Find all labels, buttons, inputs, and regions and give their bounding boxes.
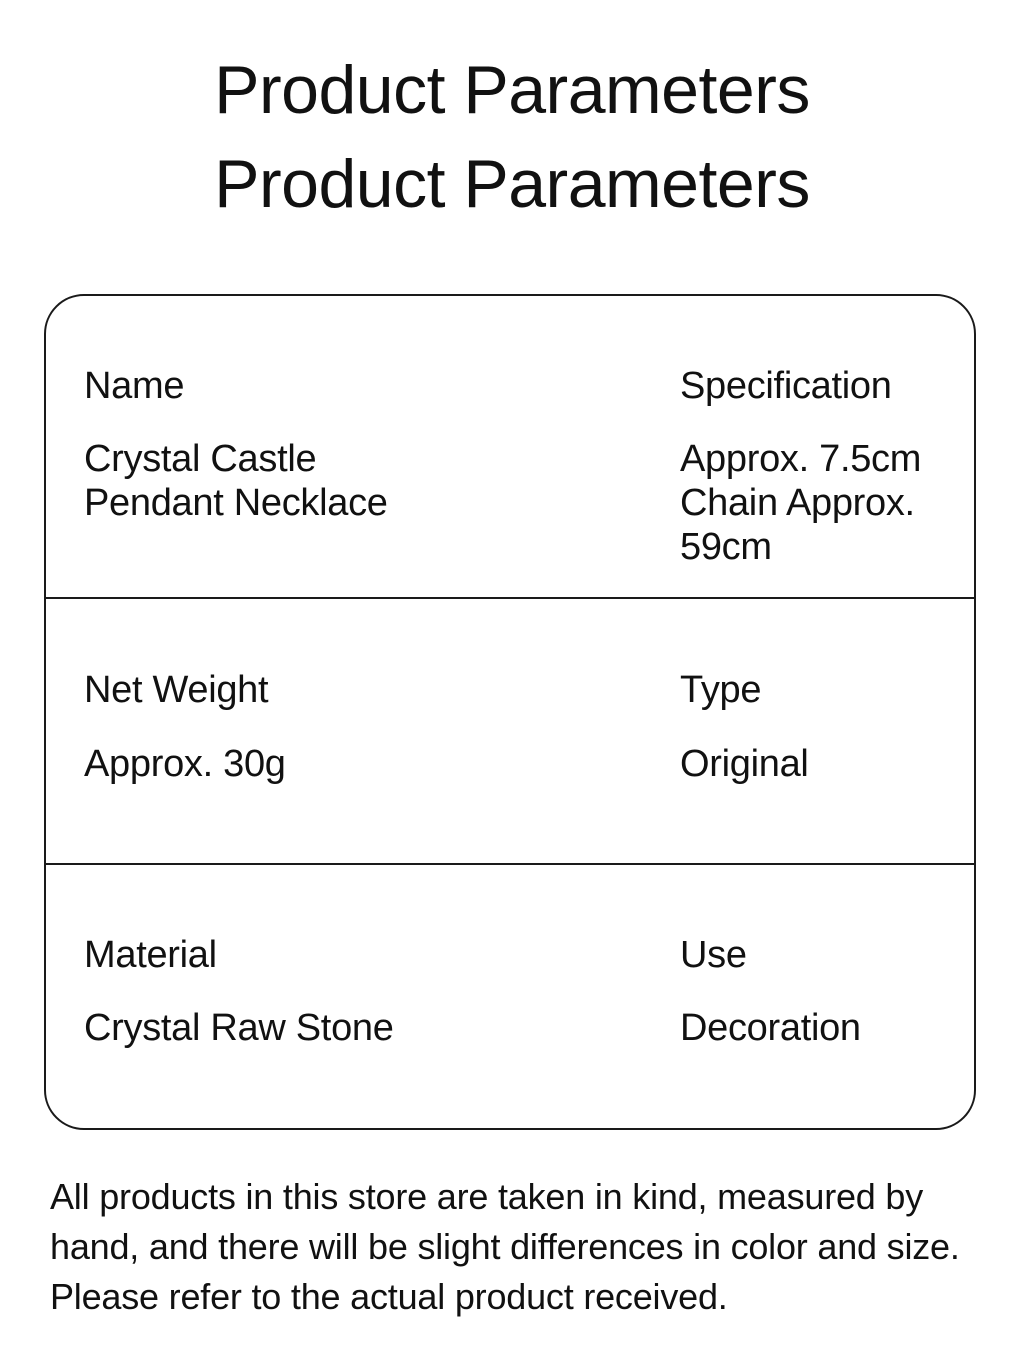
specification-value: Approx. 7.5cm Chain Approx. 59cm — [680, 438, 922, 568]
use-label: Use — [680, 934, 747, 976]
parameters-table — [44, 294, 976, 1130]
use-value: Decoration — [680, 1007, 861, 1049]
page-title: Product Parameters — [214, 52, 810, 128]
page-title-repeat: Product Parameters — [214, 146, 810, 222]
material-label: Material — [84, 934, 217, 976]
net-weight-label: Net Weight — [84, 669, 269, 711]
row-divider — [46, 597, 974, 599]
type-value: Original — [680, 743, 809, 785]
row-divider — [46, 863, 974, 865]
name-label: Name — [84, 365, 185, 407]
disclaimer-text: All products in this store are taken in kind, measured by hand, and there will be slight differences in color and size. Please refer to the actual product received. — [50, 1176, 960, 1317]
type-label: Type — [680, 669, 762, 711]
specification-label: Specification — [680, 365, 892, 407]
material-value: Crystal Raw Stone — [84, 1007, 394, 1049]
net-weight-value: Approx. 30g — [84, 743, 286, 785]
name-value: Crystal Castle Pendant Necklace — [84, 438, 388, 524]
